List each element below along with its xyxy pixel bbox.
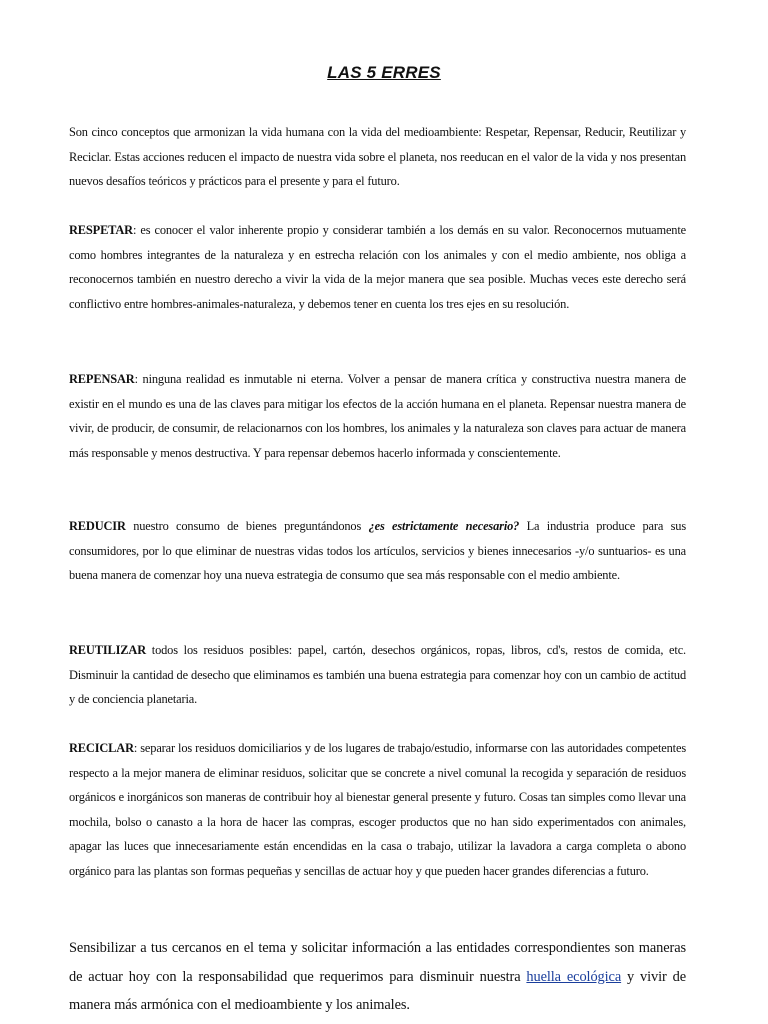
repensar-term: REPENSAR [69, 372, 135, 386]
reducir-text-before: nuestro consumo de bienes preguntándonos [125, 519, 369, 533]
respetar-term: RESPETAR [69, 223, 133, 237]
reducir-paragraph [69, 514, 686, 588]
respetar-paragraph [69, 218, 686, 316]
closing-text-after: y vivir de manera más armónica con el medioambiente y los animales. [69, 968, 686, 1013]
intro-paragraph: Son cinco conceptos que armonizan la vida humana con la vida del medioambiente: Respetar, Repensar, Reducir, Reutilizar y Reciclar. Estas acciones reducen el impacto de nuestra vida sobre el planeta, nos reeducan en el valor de la vida y nos presentan nuevos desafíos teóricos y prácticos para el presente y para el futuro. [69, 125, 686, 189]
huella-ecologica-link[interactable]: huella ecológica [526, 968, 622, 985]
closing-text-before: Sensibilizar a tus cercanos en el tema y solicitar información a las entidades correspondientes son maneras de actuar hoy con la responsabilidad que requerimos para disminuir nuestra [69, 940, 686, 985]
repensar-text: : ninguna realidad es inmutable ni eterna. Volver a pensar de manera crítica y constructiva nuestra manera de existir en el mundo es una de las claves para mitigar los efectos de la acción humana en el planeta. Repensar nuestra manera de vivir, de producir, de consumir, de relacionarnos con los hombres, los animales y la naturaleza son claves para actuar de manera más responsable y menos destructiva. Y para repensar debemos hacerlo informada y conscientemente. [69, 372, 686, 460]
reducir-text-after: La industria produce para sus consumidores, por lo que eliminar de nuestras vidas todos los artículos, servicios y bienes innecesarios -y/o suntuarios- es una buena manera de comenzar hoy una nueva estrategia de consumo que sea más responsable con el medio ambiente. [69, 519, 687, 583]
reutilizar-text: todos los residuos posibles: papel, cartón, desechos orgánicos, ropas, libros, cd's, restos de comida, etc. Disminuir la cantidad de desecho que eliminamos es también una buena estrategia para comenzar hoy con un cambio de actitud y de conciencia planetaria. [69, 643, 686, 707]
reciclar-paragraph [69, 736, 686, 884]
closing-paragraph [69, 934, 686, 1020]
repensar-paragraph [69, 367, 686, 465]
reducir-term: REDUCIR [69, 519, 126, 533]
reciclar-text: : separar los residuos domiciliarios y de los lugares de trabajo/estudio, informarse con las autoridades competentes respecto a la mejor manera de eliminar residuos, solicitar que se concrete a nivel comunal la recogida y separación de residuos orgánicos e inorgánicos son maneras de contribuir hoy al bienestar general presente y futuro. Cosas tan simples como llevar una mochila, bolso o canasto a la hora de hacer las compras, escoger productos que no han sido experimentados con animales, apagar las luces que innecesariamente están encendidas en la casa o trabajo, utilizar la lavadora a carga completa o abono orgánico para las plantas son formas pequeñas y sencillas de actuar hoy y que pueden hacer grandes diferencias a futuro. [69, 741, 686, 878]
page-title: LAS 5 ERRES [327, 63, 441, 82]
reutilizar-paragraph [69, 638, 686, 712]
respetar-text: : es conocer el valor inherente propio y considerar también a los demás en su valor. Reconocernos mutuamente como hombres integrantes de la naturaleza y en estrecha relación con los animales y con el medio ambiente, nos obliga a reconocernos también en nuestro derecho a vivir la vida de la mejor manera que sea posible. Muchas veces este derecho será conflictivo entre hombres-animales-naturaleza, y debemos tener en cuenta los tres ejes en su resolución. [69, 223, 686, 311]
reciclar-term: RECICLAR [69, 741, 134, 755]
reutilizar-term: REUTILIZAR [69, 643, 146, 657]
reducir-question: ¿es estrictamente necesario? [368, 519, 520, 533]
